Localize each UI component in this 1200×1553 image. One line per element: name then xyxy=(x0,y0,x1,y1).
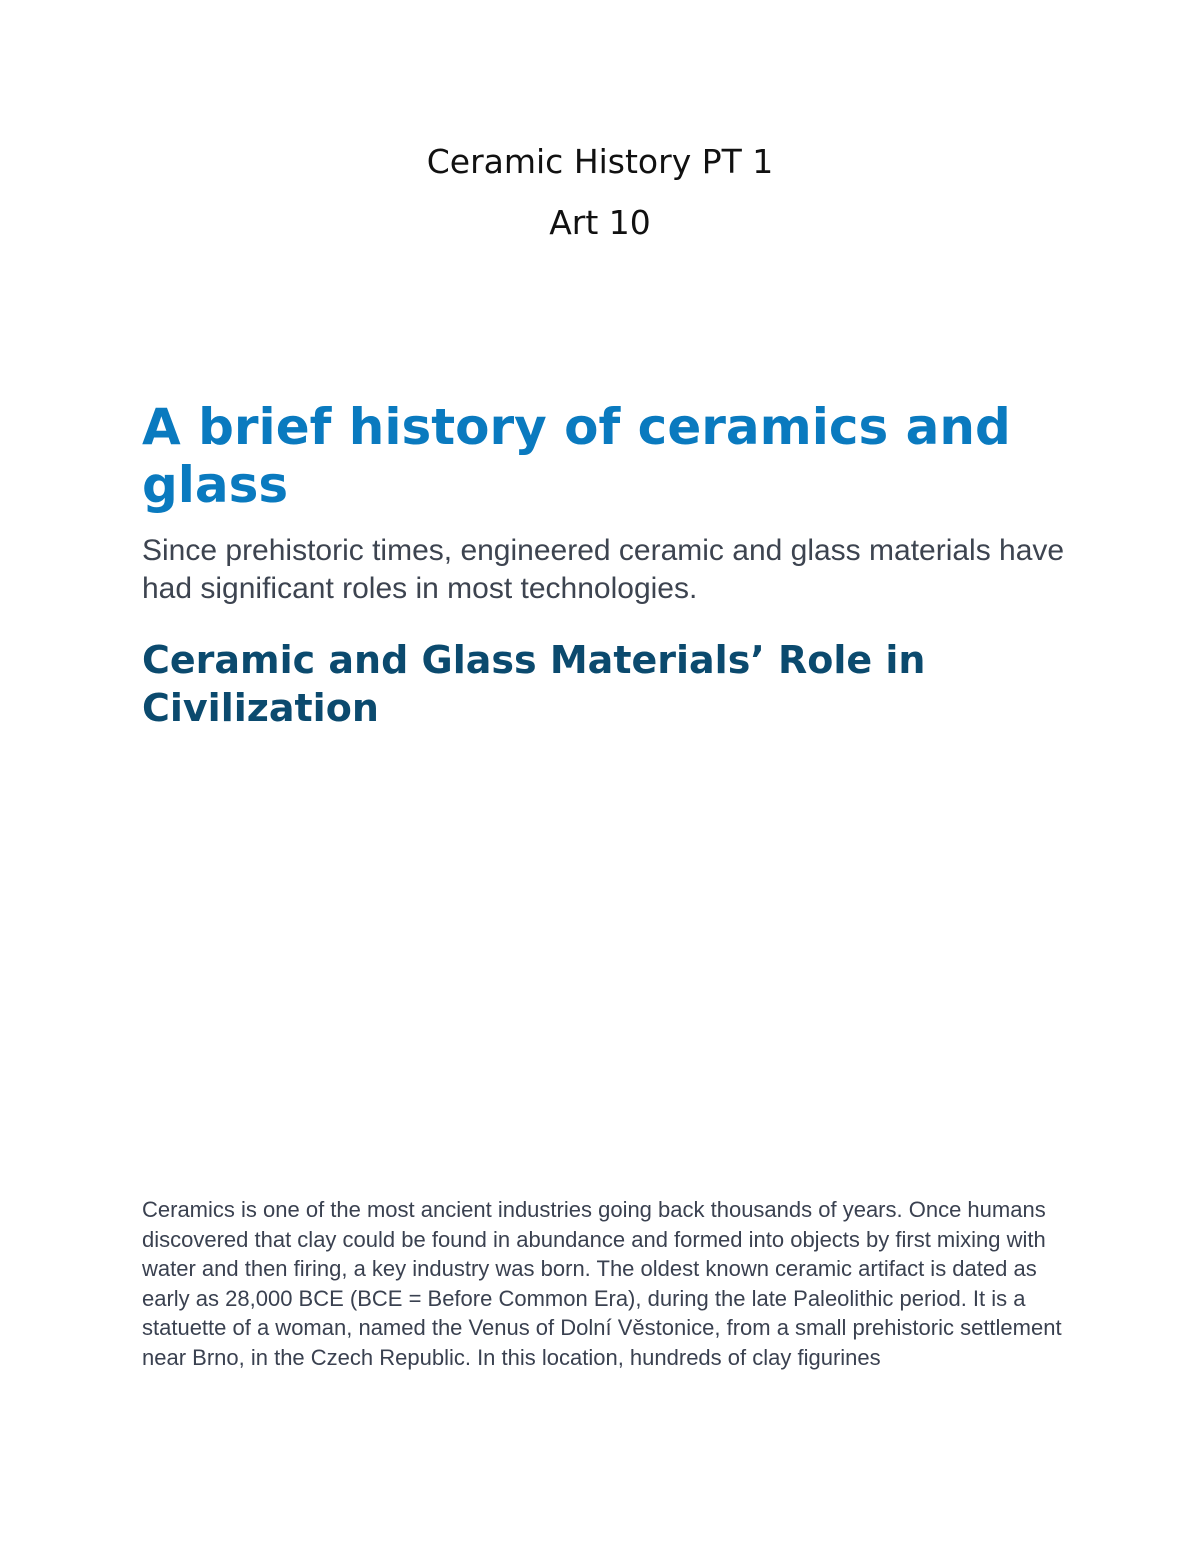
body-paragraph: Ceramics is one of the most ancient industries going back thousands of years. Once humans discovered that clay could be found in abundance and formed into objects by first mixing with water and then firing, a key industry was born. The oldest known ceramic artifact is dated as early as 28,000 BCE (BCE = Before Common Era), during the late Paleolithic period. It is a statuette of a woman, named the Venus of Dolní Věstonice, from a small prehistoric settlement near Brno, in the Czech Republic. In this location, hundreds of clay figurines xyxy=(142,1197,1062,1370)
article-heading: A brief history of ceramics and glass xyxy=(142,398,1011,514)
article-lead: Since prehistoric times, engineered ceramic and glass materials have had significant roles in most technologies. xyxy=(142,534,1065,605)
document-title: Ceramic History PT 1 xyxy=(426,142,774,181)
course-label: Art 10 xyxy=(549,203,651,242)
section-heading: Ceramic and Glass Materials’ Role in Civilization xyxy=(142,638,926,730)
